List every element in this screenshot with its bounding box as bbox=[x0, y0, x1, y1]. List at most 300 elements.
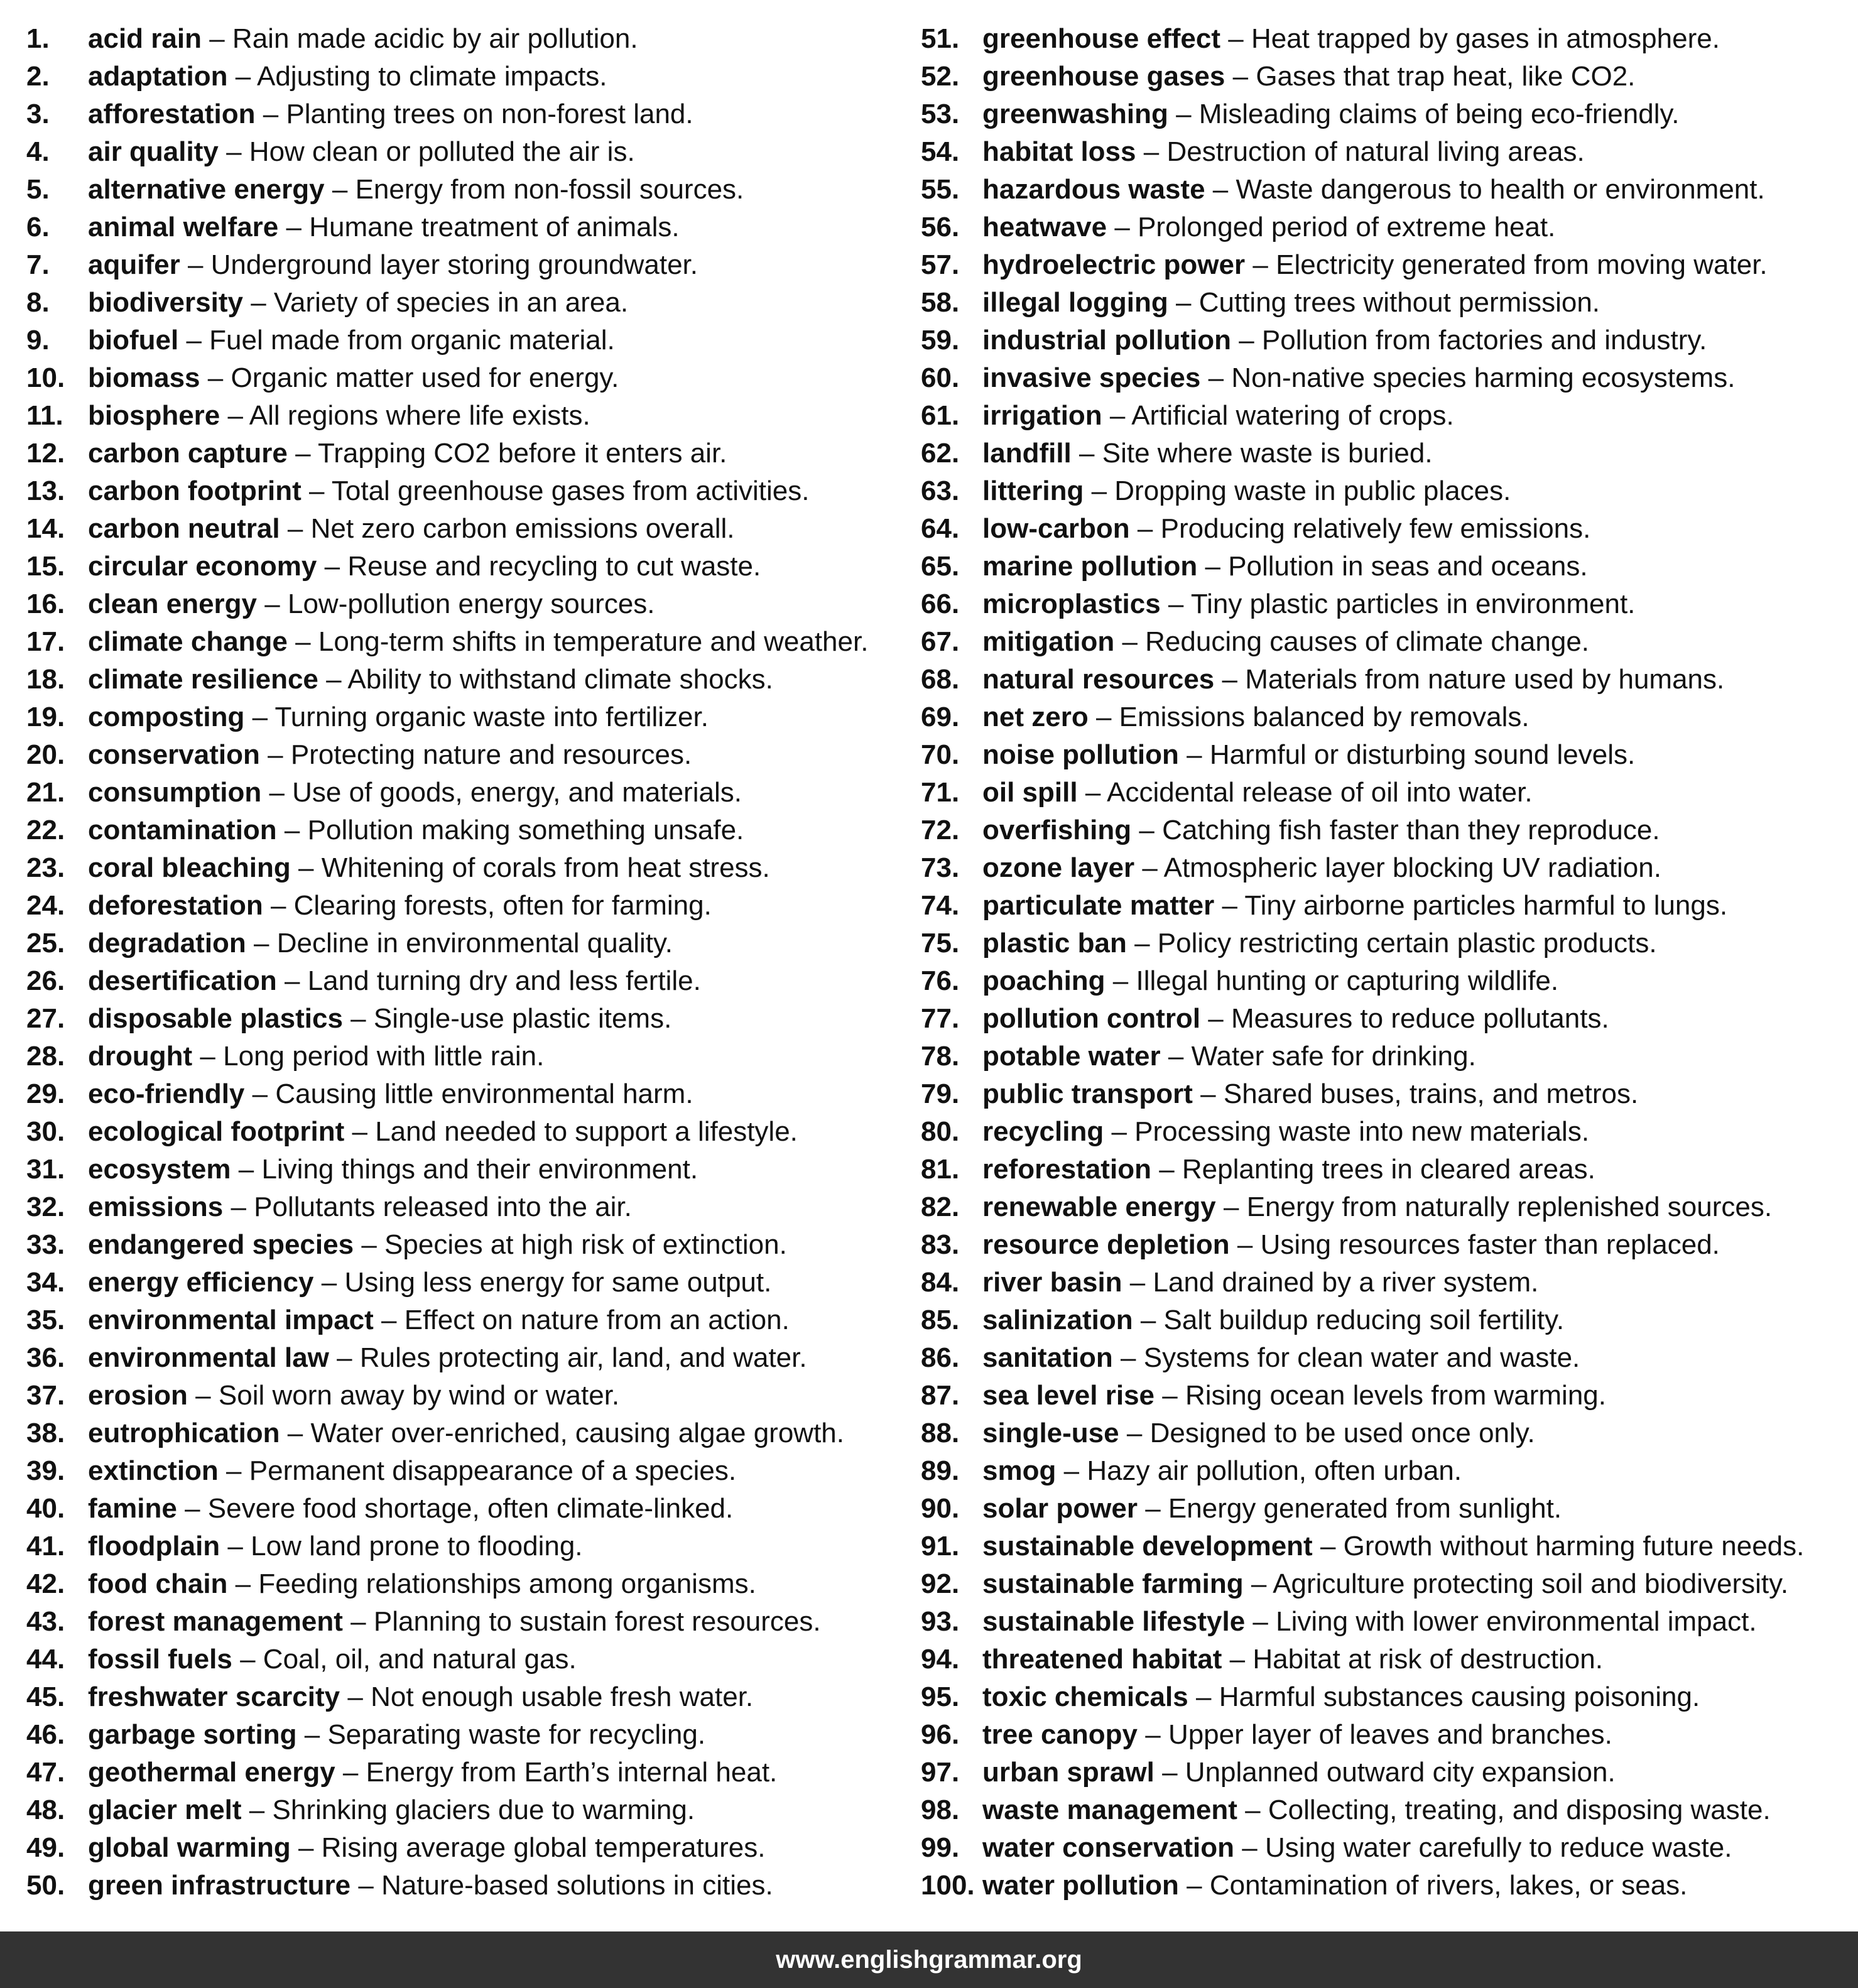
term-definition: Growth without harming future needs. bbox=[1343, 1531, 1805, 1562]
footer-url: www.englishgrammar.org bbox=[776, 1946, 1082, 1974]
list-item bbox=[921, 1038, 1850, 1075]
list-item bbox=[26, 1829, 918, 1867]
list-item bbox=[26, 1339, 918, 1377]
term-definition: Accidental release of oil into water. bbox=[1107, 777, 1533, 808]
term-definition: Land drained by a river system. bbox=[1153, 1267, 1539, 1298]
vocabulary-term: greenhouse gases bbox=[982, 61, 1225, 92]
item-body bbox=[88, 246, 698, 284]
term-separator: – bbox=[1112, 965, 1129, 996]
item-number: 40. bbox=[26, 1493, 65, 1524]
vocabulary-term: greenwashing bbox=[982, 99, 1168, 129]
term-separator: – bbox=[264, 589, 280, 619]
term-separator: – bbox=[1168, 589, 1184, 619]
item-body bbox=[982, 1452, 1462, 1490]
item-number: 15. bbox=[26, 551, 65, 582]
vocabulary-term: adaptation bbox=[88, 61, 228, 92]
vocabulary-term: animal welfare bbox=[88, 212, 279, 242]
term-separator: – bbox=[287, 1418, 303, 1448]
vocabulary-term: greenhouse effect bbox=[982, 23, 1220, 54]
item-body bbox=[88, 1339, 807, 1377]
term-separator: – bbox=[352, 1116, 367, 1147]
term-separator: – bbox=[1139, 815, 1154, 845]
vocabulary-term: sanitation bbox=[982, 1342, 1113, 1373]
item-number: 41. bbox=[26, 1531, 65, 1562]
term-definition: Reducing causes of climate change. bbox=[1145, 626, 1590, 657]
vocabulary-term: famine bbox=[88, 1493, 177, 1524]
vocabulary-term: industrial pollution bbox=[982, 325, 1231, 356]
item-body bbox=[982, 1603, 1757, 1641]
item-number: 1. bbox=[26, 23, 50, 54]
list-item bbox=[921, 548, 1850, 585]
vocabulary-term: ozone layer bbox=[982, 852, 1135, 883]
term-definition: Trapping CO2 before it enters air. bbox=[318, 438, 727, 469]
item-body bbox=[88, 1565, 756, 1603]
vocabulary-term: microplastics bbox=[982, 589, 1161, 619]
item-number: 16. bbox=[26, 589, 65, 619]
list-item bbox=[921, 1264, 1850, 1301]
list-item bbox=[26, 209, 918, 246]
item-body bbox=[88, 1867, 773, 1904]
item-number: 48. bbox=[26, 1795, 65, 1825]
list-item bbox=[921, 661, 1850, 698]
vocabulary-term: hydroelectric power bbox=[982, 249, 1246, 280]
vocabulary-term: sustainable farming bbox=[982, 1568, 1244, 1599]
term-definition: Water over-enriched, causing algae growth. bbox=[310, 1418, 844, 1448]
item-number: 13. bbox=[26, 475, 65, 506]
list-item bbox=[26, 1528, 918, 1565]
vocabulary-term: extinction bbox=[88, 1455, 219, 1486]
list-item bbox=[26, 1377, 918, 1415]
list-item bbox=[26, 849, 918, 887]
item-number: 67. bbox=[921, 626, 960, 657]
term-definition: Rules protecting air, land, and water. bbox=[359, 1342, 807, 1373]
term-separator: – bbox=[295, 438, 311, 469]
term-separator: – bbox=[1145, 1719, 1161, 1750]
item-number: 79. bbox=[921, 1078, 960, 1109]
vocabulary-term: erosion bbox=[88, 1380, 188, 1411]
item-number: 49. bbox=[26, 1832, 65, 1863]
term-separator: – bbox=[1085, 777, 1101, 808]
vocabulary-term: food chain bbox=[88, 1568, 228, 1599]
item-number: 44. bbox=[26, 1644, 65, 1675]
term-definition: Electricity generated from moving water. bbox=[1276, 249, 1768, 280]
list-item bbox=[26, 1301, 918, 1339]
list-item bbox=[921, 133, 1850, 171]
vocabulary-term: hazardous waste bbox=[982, 174, 1205, 205]
term-definition: Agriculture protecting soil and biodiversity. bbox=[1273, 1568, 1789, 1599]
vocabulary-term: sea level rise bbox=[982, 1380, 1155, 1411]
term-definition: Long period with little rain. bbox=[223, 1041, 545, 1072]
term-definition: Low-pollution energy sources. bbox=[287, 589, 655, 619]
item-number: 42. bbox=[26, 1568, 65, 1599]
item-number: 64. bbox=[921, 513, 960, 544]
item-body bbox=[982, 171, 1765, 209]
vocabulary-term: invasive species bbox=[982, 362, 1201, 393]
term-definition: Clearing forests, often for farming. bbox=[293, 890, 712, 921]
vocabulary-term: aquifer bbox=[88, 249, 180, 280]
term-definition: Effect on nature from an action. bbox=[404, 1305, 790, 1335]
item-body bbox=[88, 1038, 544, 1075]
term-definition: Pollution making something unsafe. bbox=[307, 815, 744, 845]
term-definition: Using less energy for same output. bbox=[344, 1267, 772, 1298]
term-definition: Waste dangerous to health or environment. bbox=[1236, 174, 1765, 205]
vocabulary-term: ecological footprint bbox=[88, 1116, 345, 1147]
term-separator: – bbox=[1095, 702, 1112, 732]
item-number: 81. bbox=[921, 1154, 960, 1185]
item-body bbox=[88, 20, 638, 58]
item-body bbox=[88, 1641, 577, 1678]
term-definition: Hazy air pollution, often urban. bbox=[1087, 1455, 1462, 1486]
vocabulary-term: marine pollution bbox=[982, 551, 1198, 582]
item-body bbox=[982, 1264, 1538, 1301]
term-separator: – bbox=[298, 852, 314, 883]
vocabulary-term: natural resources bbox=[982, 664, 1215, 695]
list-item bbox=[921, 435, 1850, 472]
item-number: 62. bbox=[921, 438, 960, 469]
term-definition: Destruction of natural living areas. bbox=[1166, 136, 1585, 167]
term-separator: – bbox=[1126, 1418, 1143, 1448]
item-number: 76. bbox=[921, 965, 960, 996]
vocabulary-term: composting bbox=[88, 702, 245, 732]
term-definition: Rising ocean levels from warming. bbox=[1185, 1380, 1607, 1411]
term-definition: Planning to sustain forest resources. bbox=[373, 1606, 821, 1637]
list-item bbox=[921, 925, 1850, 962]
vocabulary-term: deforestation bbox=[88, 890, 263, 921]
term-separator: – bbox=[1252, 1606, 1268, 1637]
item-body bbox=[982, 661, 1724, 698]
list-item bbox=[921, 1603, 1850, 1641]
item-number: 92. bbox=[921, 1568, 960, 1599]
term-definition: Replanting trees in cleared areas. bbox=[1182, 1154, 1595, 1185]
term-definition: Harmful or disturbing sound levels. bbox=[1209, 739, 1636, 770]
list-item bbox=[921, 774, 1850, 812]
list-item bbox=[26, 435, 918, 472]
item-body bbox=[982, 1678, 1700, 1716]
vocabulary-term: global warming bbox=[88, 1832, 291, 1863]
item-body bbox=[88, 849, 770, 887]
term-separator: – bbox=[254, 928, 269, 959]
item-body bbox=[88, 1188, 632, 1226]
item-body bbox=[982, 962, 1558, 1000]
item-body bbox=[88, 661, 773, 698]
vocabulary-term: disposable plastics bbox=[88, 1003, 343, 1034]
list-item bbox=[921, 1188, 1850, 1226]
term-separator: – bbox=[284, 815, 300, 845]
term-separator: – bbox=[1245, 1795, 1261, 1825]
item-number: 61. bbox=[921, 400, 960, 431]
vocabulary-term: net zero bbox=[982, 702, 1089, 732]
term-separator: – bbox=[1239, 325, 1254, 356]
list-item bbox=[26, 510, 918, 548]
term-separator: – bbox=[1091, 475, 1107, 506]
item-number: 100. bbox=[921, 1870, 975, 1901]
list-item bbox=[26, 548, 918, 585]
item-body bbox=[982, 1867, 1687, 1904]
item-body bbox=[982, 95, 1679, 133]
item-number: 39. bbox=[26, 1455, 65, 1486]
list-item bbox=[921, 698, 1850, 736]
term-separator: – bbox=[1228, 23, 1244, 54]
term-separator: – bbox=[1142, 852, 1158, 883]
vocabulary-term: glacier melt bbox=[88, 1795, 242, 1825]
vocabulary-term: toxic chemicals bbox=[982, 1681, 1188, 1712]
term-definition: How clean or polluted the air is. bbox=[249, 136, 635, 167]
term-definition: Pollutants released into the air. bbox=[254, 1192, 632, 1222]
list-item bbox=[26, 585, 918, 623]
term-definition: Land needed to support a lifestyle. bbox=[375, 1116, 798, 1147]
item-number: 6. bbox=[26, 212, 50, 242]
item-body bbox=[88, 1829, 766, 1867]
vocabulary-term: threatened habitat bbox=[982, 1644, 1222, 1675]
item-number: 10. bbox=[26, 362, 65, 393]
list-item bbox=[26, 1603, 918, 1641]
term-definition: Not enough usable fresh water. bbox=[371, 1681, 754, 1712]
list-item bbox=[921, 1339, 1850, 1377]
item-body bbox=[88, 1377, 619, 1415]
item-body bbox=[88, 887, 712, 925]
term-separator: – bbox=[1208, 1003, 1224, 1034]
item-body bbox=[88, 397, 590, 435]
term-definition: Low land prone to flooding. bbox=[251, 1531, 583, 1562]
term-definition: Nature-based solutions in cities. bbox=[381, 1870, 773, 1901]
vocabulary-term: potable water bbox=[982, 1041, 1161, 1072]
item-body bbox=[982, 1528, 1804, 1565]
term-separator: – bbox=[207, 362, 224, 393]
list-item bbox=[26, 1264, 918, 1301]
item-body bbox=[982, 209, 1555, 246]
item-number: 22. bbox=[26, 815, 65, 845]
item-number: 66. bbox=[921, 589, 960, 619]
vocabulary-term: littering bbox=[982, 475, 1084, 506]
term-separator: – bbox=[1222, 664, 1237, 695]
term-separator: – bbox=[1176, 287, 1192, 318]
item-number: 24. bbox=[26, 890, 65, 921]
term-definition: Ability to withstand climate shocks. bbox=[347, 664, 773, 695]
term-separator: – bbox=[1121, 1342, 1136, 1373]
term-definition: Shrinking glaciers due to warming. bbox=[272, 1795, 695, 1825]
item-body bbox=[982, 585, 1635, 623]
item-body bbox=[88, 736, 692, 774]
list-item bbox=[921, 1791, 1850, 1829]
item-number: 3. bbox=[26, 99, 50, 129]
term-separator: – bbox=[1320, 1531, 1336, 1562]
item-number: 12. bbox=[26, 438, 65, 469]
item-number: 36. bbox=[26, 1342, 65, 1373]
term-separator: – bbox=[1162, 1757, 1178, 1788]
vocabulary-term: floodplain bbox=[88, 1531, 220, 1562]
term-separator: – bbox=[1252, 249, 1268, 280]
vocabulary-term: emissions bbox=[88, 1192, 224, 1222]
item-body bbox=[88, 1226, 787, 1264]
term-definition: Rising average global temperatures. bbox=[321, 1832, 766, 1863]
term-definition: Energy generated from sunlight. bbox=[1168, 1493, 1562, 1524]
item-body bbox=[88, 623, 868, 661]
item-number: 94. bbox=[921, 1644, 960, 1675]
vocabulary-term: fossil fuels bbox=[88, 1644, 232, 1675]
list-item bbox=[921, 1528, 1850, 1565]
vocabulary-term: degradation bbox=[88, 928, 246, 959]
term-separator: – bbox=[286, 212, 302, 242]
vocabulary-term: overfishing bbox=[982, 815, 1132, 845]
term-separator: – bbox=[185, 1493, 200, 1524]
item-number: 21. bbox=[26, 777, 65, 808]
list-item bbox=[921, 887, 1850, 925]
vocabulary-term: forest management bbox=[88, 1606, 343, 1637]
vocabulary-term: clean energy bbox=[88, 589, 258, 619]
list-item bbox=[26, 1716, 918, 1754]
item-number: 91. bbox=[921, 1531, 960, 1562]
list-item bbox=[921, 472, 1850, 510]
item-body bbox=[982, 20, 1720, 58]
item-body bbox=[982, 359, 1735, 397]
term-separator: – bbox=[1159, 1154, 1175, 1185]
term-separator: – bbox=[238, 1154, 254, 1185]
term-separator: – bbox=[1229, 1644, 1246, 1675]
vocabulary-term: mitigation bbox=[982, 626, 1115, 657]
term-definition: Separating waste for recycling. bbox=[327, 1719, 706, 1750]
vocabulary-term: illegal logging bbox=[982, 287, 1168, 318]
list-item bbox=[26, 1641, 918, 1678]
list-item bbox=[26, 1754, 918, 1791]
term-separator: – bbox=[270, 890, 286, 921]
item-number: 31. bbox=[26, 1154, 65, 1185]
item-number: 25. bbox=[26, 928, 65, 959]
item-number: 63. bbox=[921, 475, 960, 506]
item-body bbox=[88, 1754, 777, 1791]
term-separator: – bbox=[1109, 400, 1126, 431]
item-body bbox=[982, 736, 1635, 774]
term-definition: Processing waste into new materials. bbox=[1134, 1116, 1590, 1147]
item-number: 46. bbox=[26, 1719, 65, 1750]
term-separator: – bbox=[298, 1832, 314, 1863]
term-definition: Pollution in seas and oceans. bbox=[1228, 551, 1588, 582]
item-number: 99. bbox=[921, 1832, 960, 1863]
term-definition: Turning organic waste into fertilizer. bbox=[274, 702, 709, 732]
list-item bbox=[26, 1565, 918, 1603]
vocabulary-term: biomass bbox=[88, 362, 200, 393]
term-definition: Variety of species in an area. bbox=[273, 287, 629, 318]
term-separator: – bbox=[263, 99, 279, 129]
item-number: 20. bbox=[26, 739, 65, 770]
item-body bbox=[982, 623, 1589, 661]
term-separator: – bbox=[287, 513, 303, 544]
item-body bbox=[88, 359, 619, 397]
term-separator: – bbox=[1232, 61, 1249, 92]
item-number: 51. bbox=[921, 23, 960, 54]
term-definition: Materials from nature used by humans. bbox=[1245, 664, 1725, 695]
vocabulary-term: urban sprawl bbox=[982, 1757, 1154, 1788]
item-body bbox=[982, 1075, 1638, 1113]
term-definition: Collecting, treating, and disposing waste. bbox=[1268, 1795, 1771, 1825]
list-item bbox=[26, 472, 918, 510]
term-definition: Unplanned outward city expansion. bbox=[1185, 1757, 1616, 1788]
item-body bbox=[982, 1377, 1606, 1415]
item-number: 50. bbox=[26, 1870, 65, 1901]
item-number: 52. bbox=[921, 61, 960, 92]
term-separator: – bbox=[347, 1681, 363, 1712]
vocabulary-term: public transport bbox=[982, 1078, 1193, 1109]
term-separator: – bbox=[235, 1568, 251, 1599]
item-number: 84. bbox=[921, 1267, 960, 1298]
term-definition: Salt buildup reducing soil fertility. bbox=[1163, 1305, 1565, 1335]
item-body bbox=[88, 209, 680, 246]
list-item bbox=[921, 359, 1850, 397]
vocabulary-term: plastic ban bbox=[982, 928, 1127, 959]
term-definition: Water safe for drinking. bbox=[1191, 1041, 1476, 1072]
vocabulary-term: sustainable development bbox=[982, 1531, 1313, 1562]
term-definition: Feeding relationships among organisms. bbox=[258, 1568, 756, 1599]
term-definition: Underground layer storing groundwater. bbox=[210, 249, 698, 280]
item-number: 8. bbox=[26, 287, 50, 318]
term-definition: Reuse and recycling to cut waste. bbox=[347, 551, 761, 582]
item-body bbox=[88, 1791, 695, 1829]
term-definition: Tiny airborne particles harmful to lungs. bbox=[1244, 890, 1728, 921]
term-separator: – bbox=[1195, 1681, 1212, 1712]
vocabulary-term: contamination bbox=[88, 815, 277, 845]
term-separator: – bbox=[1237, 1229, 1253, 1260]
item-body bbox=[982, 1716, 1612, 1754]
list-item bbox=[26, 1038, 918, 1075]
item-body bbox=[88, 1452, 736, 1490]
item-number: 47. bbox=[26, 1757, 65, 1788]
left-column bbox=[26, 20, 918, 1904]
term-definition: Soil worn away by wind or water. bbox=[218, 1380, 620, 1411]
term-definition: Contamination of rivers, lakes, or seas. bbox=[1209, 1870, 1688, 1901]
list-item bbox=[921, 1113, 1850, 1151]
list-item bbox=[26, 246, 918, 284]
term-separator: – bbox=[1212, 174, 1229, 205]
list-item bbox=[26, 1791, 918, 1829]
term-separator: – bbox=[187, 249, 204, 280]
term-definition: Policy restricting certain plastic products. bbox=[1157, 928, 1657, 959]
list-item bbox=[26, 1452, 918, 1490]
term-separator: – bbox=[1129, 1267, 1146, 1298]
vocabulary-term: waste management bbox=[982, 1795, 1237, 1825]
item-number: 7. bbox=[26, 249, 50, 280]
item-number: 73. bbox=[921, 852, 960, 883]
item-number: 9. bbox=[26, 325, 50, 356]
term-definition: Energy from naturally replenished sources. bbox=[1246, 1192, 1773, 1222]
vocabulary-term: carbon neutral bbox=[88, 513, 280, 544]
term-separator: – bbox=[226, 1455, 242, 1486]
list-item bbox=[921, 1075, 1850, 1113]
list-item bbox=[921, 209, 1850, 246]
item-number: 68. bbox=[921, 664, 960, 695]
term-separator: – bbox=[1122, 626, 1138, 657]
term-separator: – bbox=[231, 1192, 246, 1222]
list-item bbox=[921, 812, 1850, 849]
term-definition: Catching fish faster than they reproduce. bbox=[1162, 815, 1660, 845]
list-item bbox=[921, 322, 1850, 359]
term-separator: – bbox=[200, 1041, 215, 1072]
term-definition: Atmospheric layer blocking UV radiation. bbox=[1163, 852, 1661, 883]
vocabulary-term: circular economy bbox=[88, 551, 317, 582]
item-body bbox=[88, 510, 735, 548]
item-body bbox=[982, 1791, 1771, 1829]
item-number: 87. bbox=[921, 1380, 960, 1411]
vocabulary-term: salinization bbox=[982, 1305, 1133, 1335]
vocabulary-term: climate change bbox=[88, 626, 288, 657]
list-item bbox=[921, 1754, 1850, 1791]
term-definition: Systems for clean water and waste. bbox=[1143, 1342, 1580, 1373]
item-body bbox=[88, 1151, 698, 1188]
item-number: 26. bbox=[26, 965, 65, 996]
vocabulary-term: oil spill bbox=[982, 777, 1078, 808]
item-body bbox=[982, 1641, 1603, 1678]
item-body bbox=[982, 698, 1529, 736]
item-body bbox=[88, 322, 615, 359]
item-number: 28. bbox=[26, 1041, 65, 1072]
